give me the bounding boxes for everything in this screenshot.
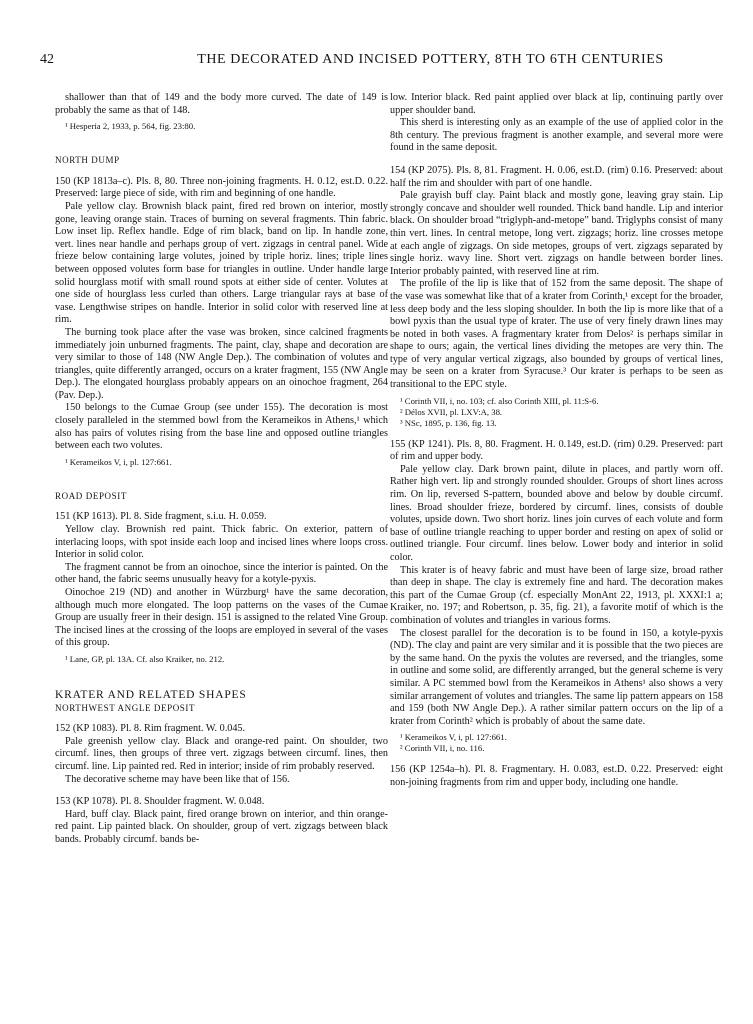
commentary-paragraph: The burning took place after the vase was broken, since calcined fragments immediately join unburned fragments. The paint, clay, shape and decoration are very similar to those of 148 (NW Angle Dep.). The combination of volutes and triangles, quite differently arranged, occurs on a krater fragment, 155 (NW Angle Dep.). The elongated hourglass probably appears on an oinochoe fragment, 264 (Pav. Dep.). xyxy=(55,326,388,401)
commentary-paragraph: This krater is of heavy fabric and must have been of large size, broad rather than deep in shape. The clay is extremely fine and hard. The decoration makes this part of the Cumae Group (cf. especially MonAnt 22, 1913, pl. XXXI:1 a; Kraiker, no. 197; and Robertson, p. 35, fig. 21), a favorite motif of which is the combination of volutes and triangles in various forms. xyxy=(390,564,723,626)
section-heading-krater: KRATER AND RELATED SHAPES xyxy=(55,688,247,701)
description-paragraph: Pale yellow clay. Brownish black paint, fired red brown on interior, mostly gone, leaving orange stain. Traces of burning on several fragments. Thin fabric. Low inset lip. Reflex handle. Edge of rim black, band on lip. In handle zone, vert. lines near handle and perhaps group of vert. zigzags in central panel. Wide frieze below containing large volutes, joined by triple horiz. lines; triple lines between opposed volutes form base for triangles in outline. Under handle large solid hourglass motif with small round spots at either side of center. Volutes at one side of hourglass less curled than others. Large triangular rays at base of vase. Lengthwise stripes on handle. Interior in solid color with reserved line at rim. xyxy=(55,200,388,326)
catalogue-entry-152: 152 (KP 1083). Pl. 8. Rim fragment. W. 0.045. xyxy=(55,723,246,735)
description-paragraph: Yellow clay. Brownish red paint. Thick fabric. On exterior, pattern of interlacing loops, with spot inside each loop and incised lines where loops cross. Interior in solid color. xyxy=(55,524,388,561)
section-heading-north-dump: NORTH DUMP xyxy=(55,155,120,166)
footnote: ¹ Kerameikos V, i, pl. 127:661. xyxy=(400,732,507,743)
footnote: ³ NSc, 1895, p. 136, fig. 13. xyxy=(400,417,497,428)
catalogue-entry-155: 155 (KP 1241). Pls. 8, 80. Fragment. H. 0.149, est.D. (rim) 0.29. Preserved: part of rim and upper body. xyxy=(390,438,723,463)
catalogue-entry-153: 153 (KP 1078). Pl. 8. Shoulder fragment. W. 0.048. xyxy=(55,796,265,808)
description-paragraph: Pale greenish yellow clay. Black and orange-red paint. On shoulder, two circumf. lines, then groups of three vert. zigzags between circumf. lines, then circumf. line. Lip painted red. Red in interior; inside of rim probably reserved. xyxy=(55,735,388,772)
commentary-paragraph: The decorative scheme may have been like that of 156. xyxy=(65,773,290,785)
section-heading-road-deposit: ROAD DEPOSIT xyxy=(55,490,127,501)
description-paragraph: Pale grayish buff clay. Paint black and mostly gone, leaving gray stain. Lip strongly concave and shoulder well rounded. Thick band handle. Lip and interior black. On shoulder broad “triglyph-and-metope” band. Triglyphs consist of many thin vert. lines. In central metope, long vert. zigzags; horiz. line crosses metope at each angle of zigzags. On side metopes, groups of vert. zigzags separated by single horiz. wavy line. Short vert. zigzags on handle between border lines. Interior probably painted, with reserved line at rim. xyxy=(390,190,723,277)
footnote: ¹ Corinth VII, i, no. 103; cf. also Corinth XIII, pl. 11:S-6. xyxy=(400,395,599,406)
subsection-heading-nw-angle: NORTHWEST ANGLE DEPOSIT xyxy=(55,702,196,713)
description-paragraph: Hard, buff clay. Black paint, fired orange brown on interior, and thin orange-red paint. Lip painted black. On shoulder, group of vert. zigzags between black bands. Probably circumf. bands be- xyxy=(55,808,388,845)
commentary-paragraph: 150 belongs to the Cumae Group (see under 155). The decoration is most closely paralleled in the stemmed bowl from the Kerameikos in Athens,¹ which also has pairs of volutes rising from the base line and opposed outline triangles between each two volutes. xyxy=(55,402,388,452)
catalogue-entry-156: 156 (KP 1254a–h). Pl. 8. Fragmentary. H. 0.083, est.D. 0.22. Preserved: eight non-joining fragments from rim and upper body, including one handle. xyxy=(390,764,723,788)
description-paragraph: Pale yellow clay. Dark brown paint, dilute in places, and partly worn off. Rather high vert. lip and strongly rounded shoulder. Groups of short lines across rim. On lip, reversed S-pattern, bounded above and below by double circumf. lines. Broad shoulder frieze, bordered by circumf. lines, consists of double volutes, upside down. Two short horiz. lines join curves of each volute and form base of outline triangle reaching to upper border and resting on apex of solid or outlined triangle. Four circumf. lines below. Lower body and interior in solid color. xyxy=(390,463,723,563)
commentary-paragraph: The fragment cannot be from an oinochoe, since the interior is painted. On the other hand, the fabric seems unusually heavy for a kotyle-pyxis. xyxy=(55,561,388,586)
catalogue-entry-154: 154 (KP 2075). Pls. 8, 81. Fragment. H. 0.06, est.D. (rim) 0.16. Preserved: about half the rim and shoulder with part of one handle. xyxy=(390,164,723,189)
footnote: ² Délos XVII, pl. LXV:A, 38. xyxy=(400,406,503,417)
running-title: THE DECORATED AND INCISED POTTERY, 8TH TO 6TH CENTURIES xyxy=(197,52,664,67)
footnote: ² Corinth VII, i, no. 116. xyxy=(400,743,485,754)
commentary-paragraph: The profile of the lip is like that of 152 from the same deposit. The shape of the vase was somewhat like that of a krater from Corinth,¹ except for the broader, less deep body and the less sloping shoulder. In both the lip is more like that of a bowl pyxis than the usual type of krater. The use of very finely drawn lines may be noted in both vases. A fragmentary krater from Delos² is perhaps similar in shape to ours; again, the vertical lines dividing the metopes are very thin. The type of very angular vertical zigzags, also bounded by groups of vertical lines, may be seen on a krater from Syracuse.³ Our krater is perhaps to be seen as transitional to the EPC style. xyxy=(390,278,723,391)
commentary-paragraph: The closest parallel for the decoration is to be found in 150, a kotyle-pyxis (ND). The clay and paint are very similar and it is possible that the two pieces are by the same hand. On the pyxis the volutes are reversed, and the triangles, some in outline and some solid, are differently arranged, but the general scheme is very similar. A PC stemmed bowl from the Kerameikos in Athens¹ also shows a very similar arrangement of volutes and triangles. The same lip pattern appears on 158 and 159 (both NW Angle Dep.). A rather similar pattern occurs on the lip of a krater from Corinth² which is probably of about the same date. xyxy=(390,627,723,727)
catalogue-entry-151: 151 (KP 1613). Pl. 8. Side fragment, s.i.u. H. 0.059. xyxy=(55,511,267,523)
right-column xyxy=(390,92,723,790)
intro-paragraph: shallower than that of 149 and the body more curved. The date of 149 is probably the same as that of 148. xyxy=(55,92,388,116)
footnote: ¹ Hesperia 2, 1933, p. 564, fig. 23:80. xyxy=(65,121,196,132)
footnote: ¹ Lane, GP, pl. 13A. Cf. also Kraiker, no. 212. xyxy=(65,653,225,664)
commentary-paragraph: This sherd is interesting only as an example of the use of applied color in the 8th century. The previous fragment is another example, and several more were found in the same deposit. xyxy=(390,117,723,154)
page-number: 42 xyxy=(40,52,54,67)
running-header xyxy=(40,52,723,72)
commentary-paragraph: Oinochoe 219 (ND) and another in Würzburg¹ have the same decoration, although much more elongated. The loop patterns on the vases of the Cumae Group are usually freer in their design. 151 is assigned to the related Vine Group. The incised lines at the crossing of the loops are employed in several of the vases of this group. xyxy=(55,587,388,649)
continued-paragraph: low. Interior black. Red paint applied over black at lip, continuing partly over upper shoulder band. xyxy=(390,92,723,116)
footnote: ¹ Kerameikos V, i, pl. 127:661. xyxy=(65,456,172,467)
left-column xyxy=(55,92,388,847)
catalogue-entry-150: 150 (KP 1813a–c). Pls. 8, 80. Three non-joining fragments. H. 0.12, est.D. 0.22. Preserved: large piece of side, with rim and beginning of one handle. xyxy=(55,175,388,200)
